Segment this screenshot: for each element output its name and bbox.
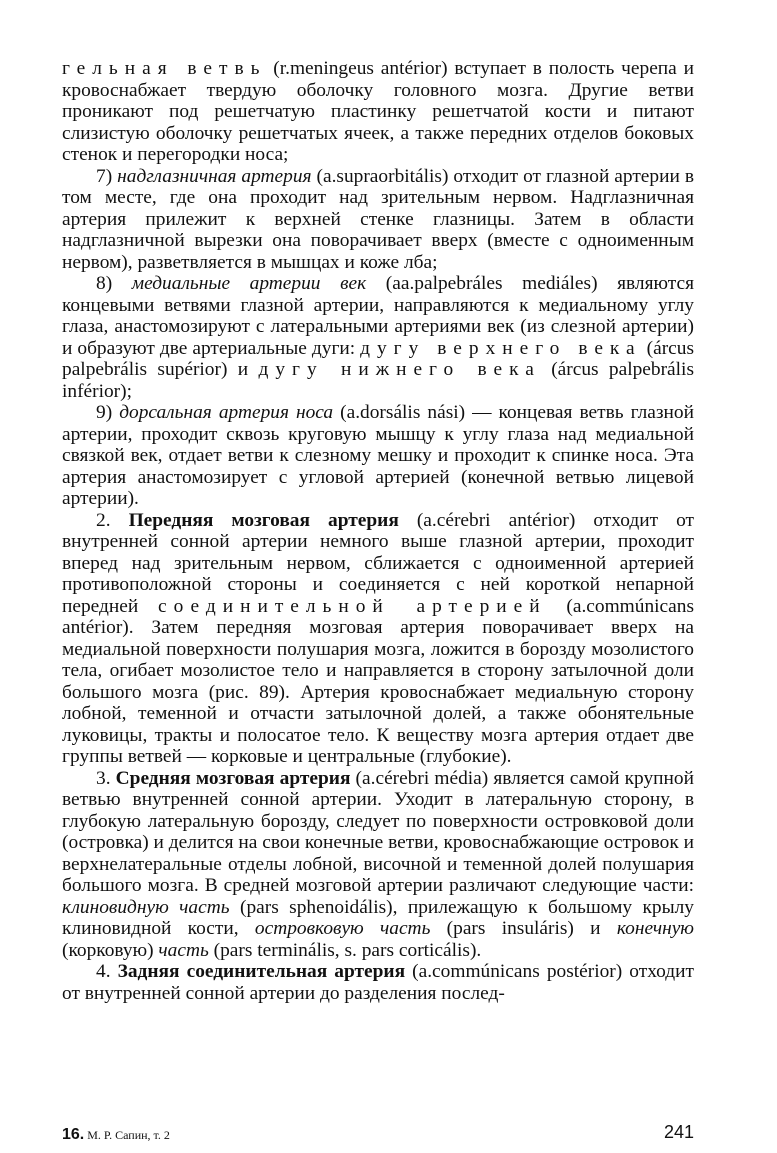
paragraph-posterior-communicating-artery bbox=[62, 961, 694, 1004]
page-number: 241 bbox=[663, 1122, 694, 1142]
item-number: 9) bbox=[96, 402, 120, 423]
paragraph-middle-cerebral-artery bbox=[62, 768, 694, 962]
bold-term: Задняя соединительная артерия bbox=[117, 961, 406, 982]
paragraph-dorsal-nasal-artery bbox=[62, 402, 694, 510]
spaced-text: гельная ветвь bbox=[62, 58, 267, 79]
paragraph-palpebral-arteries bbox=[62, 273, 694, 402]
paragraph-text: (a.commúnicans antérior). Затем передняя мозговая артерия поворачивает вверх на медиальной поверхности полушария мозга, ложится в борозду мозолистого тела, огибает мозолистое тело и направляется в сторону затылочной доли большого мозга (рис. 89). Артерия кровоснабжает медиальную сторону лобной, теменной и отчасти затылочной долей, а также обонятельные луковицы, тракты и полосатое тело. К веществу мозга артерия отдает две группы ветвей — корковые и центральные (глубокие). bbox=[62, 595, 694, 767]
italic-term: медиальные артерии век bbox=[131, 273, 367, 294]
paragraph-text: (a.commúnicans postérior) отходит от внутренней сонной артерии до разделения послед- bbox=[62, 961, 695, 1004]
signature-text: М. Р. Сапин, т. 2 bbox=[84, 1128, 170, 1142]
item-number: 2. bbox=[96, 509, 129, 531]
paragraph-supraorbital-artery bbox=[62, 166, 694, 274]
paragraph-text: (árcus palpebrális supérior) и bbox=[62, 337, 695, 380]
item-number: 4. bbox=[96, 961, 118, 982]
paragraph-text: (árcus palpebrális inférior); bbox=[62, 359, 694, 402]
paragraph-text: (pars sphenoidális), прилежащую к большому крылу клиновидной кости, bbox=[62, 896, 694, 939]
item-number: 3. bbox=[96, 767, 116, 789]
item-number: 8) bbox=[96, 273, 132, 294]
spaced-text: дугу верхнего века bbox=[360, 337, 642, 359]
paragraph-meningeal-branch bbox=[62, 58, 694, 166]
paragraph-text: (a.cérebri antérior) отходит от внутренней сонной артерии немного выше глазной артерии, проходит вперед над зрительным нервом, сближается с одноименной артерией противоположной стороны и соединяется с ней короткой непарной передней bbox=[62, 509, 695, 617]
paragraph-text: (a.cérebri média) является самой крупной ветвью внутренней сонной артерии. Уходит в латеральную сторону, в глубокую латеральную борозду, следует по поверхности островковой доли (островка) и делится на свои конечные ветви, кровоснабжающие островок и верхнелатеральные отделы лобной, височной и теменной долей полушария большого мозга. В средней мозговой артерии различают следующие части: bbox=[62, 767, 695, 896]
signature-number: 16. bbox=[62, 1126, 85, 1143]
paragraph-text: (aa.palpebráles mediáles) являются концевыми ветвями глазной артерии, направляются к медиальному углу глаза, анастомозируют с латеральными артериями век (из слезной артерии) и образуют две артериальные дуги: bbox=[62, 273, 694, 359]
item-number: 7) bbox=[96, 165, 118, 187]
paragraph-anterior-cerebral-artery bbox=[62, 510, 694, 768]
paragraph-text: (r.meningeus antérior) вступает в полость черепа и кровоснабжает твердую оболочку головного мозга. Другие ветви проникают под решетчатую пластинку решетчатой кости и питают слизистую оболочку решетчатых ячеек, а также передних отделов боковых стенок и перегородки носа; bbox=[62, 58, 694, 165]
italic-term: дорсальная артерия носа bbox=[119, 402, 334, 423]
spaced-text: соединительной артерией bbox=[158, 595, 547, 617]
paragraph-text: (pars insuláris) и bbox=[430, 918, 617, 939]
paragraph-text: (a.dorsális nási) — концевая ветвь глазной артерии, проходит сквозь круговую мышцу к углу глаза над медиальной связкой век, отдает ветви к слезному мешку и проходит к спинке носа. Эта артерия анастомозирует с угловой артерией (конечной ветвью лицевой артерии). bbox=[62, 402, 694, 509]
italic-term: надглазничная артерия bbox=[117, 165, 312, 187]
paragraph-text: (a.supraorbitális) отходит от глазной артерии в том месте, где она проходит над зрительным нервом. Надглазничная артерия прилежит к верхней стенке глазницы. Затем в области надглазничной вырезки она поворачивает вверх (вместе с одноименным нервом), разветвляется в мышцах и коже лба; bbox=[62, 165, 694, 273]
page-body bbox=[62, 58, 694, 1004]
paragraph-text: (pars terminális, s. pars corticális). bbox=[208, 939, 482, 961]
italic-term: клиновидную часть bbox=[62, 896, 230, 918]
signature-mark bbox=[62, 1126, 170, 1144]
spaced-text: дугу нижнего века bbox=[258, 359, 541, 380]
bold-term: Средняя мозговая артерия bbox=[115, 767, 351, 789]
italic-term: часть bbox=[158, 939, 209, 961]
bold-term: Передняя мозговая артерия bbox=[128, 509, 399, 531]
italic-term: островковую часть bbox=[254, 918, 431, 939]
italic-term: конечную bbox=[616, 918, 694, 939]
paragraph-text: (корковую) bbox=[62, 939, 159, 961]
